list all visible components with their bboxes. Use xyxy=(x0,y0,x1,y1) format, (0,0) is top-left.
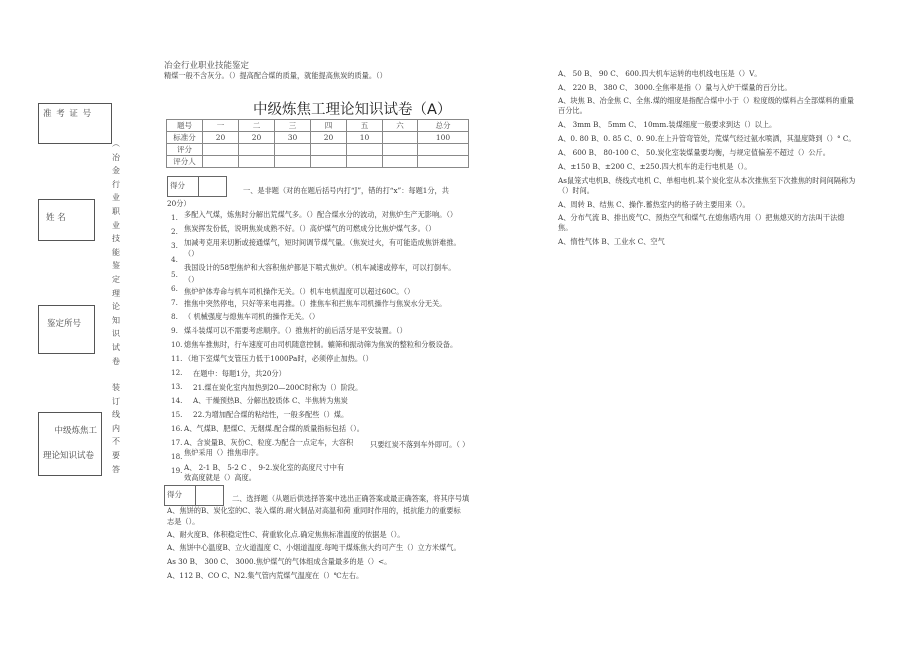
question-line: 焦炭挥发份低，说明焦炭成熟不好。（）高炉煤气的可燃成分比焦炉煤气多。（） xyxy=(184,224,436,233)
question-line: A、气煤B、肥煤C、无烟煤.配合煤的质量指标包括（）。 xyxy=(184,424,364,433)
question-number: 4. xyxy=(171,255,178,264)
question-line: 焦炉炉体寿命与机车司机操作无关。（）机车电机温度可以超过60C。（） xyxy=(184,287,415,296)
question-line: A、分布气流 B、排出废气C、预热空气和煤气.在熄焦塔内用（）把焦熄灭的方法叫干法熄 xyxy=(558,213,845,222)
name-label: 姓 名 xyxy=(46,213,66,223)
question-line: 推焦中突然停电，只好等来电再推。（）推焦车和拦焦车司机操作与焦炭水分无关。 xyxy=(184,299,447,308)
question-number: 17. xyxy=(171,438,183,447)
name-box[interactable] xyxy=(38,199,95,241)
org-header: 冶金行业职业技能鉴定 xyxy=(164,61,250,71)
score-label: 得分 xyxy=(170,181,185,190)
question-line: 志是（）。 xyxy=(167,517,200,526)
score-label: 得分 xyxy=(167,490,182,499)
question-number: 1. xyxy=(171,213,178,222)
question-number: 6. xyxy=(171,284,178,293)
question-line: A、焦饼的B、炭化室的C、装入煤的.耐火制品对高温和荷 重同时作用的，抵抗能力的重要标 xyxy=(167,506,461,515)
section1-score-box[interactable] xyxy=(167,176,227,197)
question-line: （地下室煤气支管压力低于1000Pa时，必须停止加热。（） xyxy=(184,354,373,363)
header-subline: 精煤一般不含灰分。（）提高配合煤的质量，就能提高焦炭的质量。（） xyxy=(164,71,387,80)
question-line: A、 220 B、 380 C、 3000.全焦率是指（）量与入炉干煤量的百分比。 xyxy=(558,83,792,92)
question-number: 12. xyxy=(171,368,183,377)
question-number: 7. xyxy=(171,298,178,307)
question-line: 效高度就是（）高度。 xyxy=(184,473,256,482)
question-line: As鼠笼式电机B、绕线式电机 C、单相电机.某个炭化室从本次推焦至下次推焦的时间间隔称为 xyxy=(558,176,856,185)
section1-heading-cont: 20分） xyxy=(167,199,191,208)
question-line: （ 机械强度与熄焦车司机的操作无关。（） xyxy=(184,312,320,321)
section2-score-box[interactable] xyxy=(164,485,224,506)
question-number: 13. xyxy=(171,382,183,391)
question-line: 加减考克用来切断或接通煤气，短时间调节煤气量。（焦炭过火，有可能造成焦饼难推。 xyxy=(184,238,461,247)
table-row: 标准分 20 20 30 20 10 100 xyxy=(167,132,469,144)
question-line: A、惰性气体 B、工业水 C、空气 xyxy=(558,237,665,246)
question-line: 21.煤在炭化室内加热到20—200C时称为（）阶段。 xyxy=(193,383,363,392)
question-number: 16. xyxy=(171,424,183,433)
question-line: A、含炭量B、灰份C、粒度.为配合一点定车，大容积 xyxy=(184,438,354,447)
question-line: （） xyxy=(184,249,199,258)
question-line: A、 600 B、 80-100 C、 50.炭化室装煤量要均衡，与规定值偏差不超过（）公斤。 xyxy=(558,148,830,157)
question-number: 18. xyxy=(171,452,183,461)
question-line: A、112 B、CO C、N2.集气管内荒煤气温度在（）℃左右。 xyxy=(167,571,364,580)
question-number: 11. xyxy=(171,354,183,363)
question-number: 14. xyxy=(171,396,183,405)
section2-heading: 二、选择题（从题后供选择答案中选出正确答案或最正确答案，将其序号填 xyxy=(232,494,470,503)
vertical-binding-notice: 装 订 线 内 不 要 答 xyxy=(112,383,120,474)
question-line: A、0. 80 B、0. 85 C、0. 90.在上升管弯管处，荒煤气经过氨水喷洒，其温度降到（）° C。 xyxy=(558,134,856,143)
question-line: A、 2-1 B、 5-2 C 、 9-2.炭化室的高度尺寸中有 xyxy=(184,463,345,472)
question-side-note: 只要红炭不落到车外即可。（ ） xyxy=(370,440,470,449)
question-line: 多配入气煤，炼焦时分解出荒煤气多。（）配合煤水分的波动，对焦炉生产无影响。（） xyxy=(184,210,458,219)
vertical-title-text: ︵ 冶 金 行 业 职 业 技 能 鉴 定 理 论 知 识 试 卷 xyxy=(112,139,120,366)
page-title: 中级炼焦工理论知识试卷（A） xyxy=(253,102,452,118)
station-id-box[interactable] xyxy=(38,305,95,354)
question-number: 2. xyxy=(171,227,178,236)
exam-name-line1: 中级炼焦工 xyxy=(54,426,97,436)
question-number: 8. xyxy=(171,312,178,321)
section1-heading: 一、是非题（对的在题后括号内打“J”，错的打“x”：每题1分，共 xyxy=(243,186,449,195)
question-number: 9. xyxy=(171,326,178,335)
question-number: 5. xyxy=(171,270,178,279)
question-line: 我国设计的58型焦炉和大容积焦炉都是下喷式焦炉。（机车减速或停车，可以打倒车。 xyxy=(184,263,456,272)
question-line: A、干燥预热B、分解出胶质体 C、半焦转为焦炭 xyxy=(193,396,348,405)
question-line: A、±150 B、±200 C、±250.四大机车的走行电机是（）。 xyxy=(558,162,752,171)
question-line: 22.为增加配合煤的粘结性，一般多配些（）煤。 xyxy=(193,410,349,419)
score-table xyxy=(166,119,469,168)
table-row: 评分 xyxy=(167,144,469,156)
question-line: A、耐火度B、体积稳定性C、荷重软化点.确定焦焦标准温度的依据是（）。 xyxy=(167,530,405,539)
station-id-label: 鉴定所号 xyxy=(47,319,82,329)
exam-id-label: 准 考 证 号 xyxy=(43,109,93,119)
question-line: 煤斗装煤可以不需要考虑顺序。（）推焦杆的前后活牙是平安装置。（） xyxy=(184,326,407,335)
question-line: 焦炉采用（）推焦串序。 xyxy=(184,448,264,457)
table-row: 评分人 xyxy=(167,156,469,168)
exam-name-line2: 理论知识试卷 xyxy=(43,451,95,461)
question-line: A、 3mm B、 5mm C、 10mm.装煤细度一般要求到达（）以上。 xyxy=(558,120,777,129)
question-line: （）时间。 xyxy=(558,186,594,195)
question-line: 焦。 xyxy=(558,223,573,232)
question-number: 3. xyxy=(171,241,178,250)
question-number: 10. xyxy=(171,340,183,349)
exam-name-box xyxy=(38,412,102,476)
table-header-row: 题号 一 二 三 四 五 六 总分 xyxy=(167,120,469,132)
exam-id-box[interactable] xyxy=(38,103,112,144)
question-line: A、块焦 B、冶金焦 C、全焦.煤的细度是指配合煤中小于（）粒度级的煤料占全部煤料的重量 xyxy=(558,96,854,105)
question-line: 熄焦车推焦时，行车速度可由司机随意控制。辘筛和振动筛为焦炭的整粒和分极设备。 xyxy=(184,340,458,349)
question-line: As 30 B、 300 C、 3000.焦炉煤气的气体组成含量最多的是（）<。 xyxy=(167,557,392,566)
question-line: A、焦饼中心温度B、立火道温度 C、小烟道温度.每吨干煤炼焦大约可产生（）立方米煤气。 xyxy=(167,543,461,552)
question-line: （） xyxy=(184,275,199,284)
question-line: A、 50 B、 90 C、 600.四大机车运转的电机线电压是（）V。 xyxy=(558,69,762,78)
question-number: 15. xyxy=(171,410,183,419)
question-line: A、周转 B、结焦 C、操作.蓄热室内的格子砖主要用来（）。 xyxy=(558,200,750,209)
question-line: 在题中：每题1分，共20分） xyxy=(193,369,286,378)
question-line: 百分比。 xyxy=(558,106,587,115)
question-number: 19. xyxy=(171,466,183,475)
